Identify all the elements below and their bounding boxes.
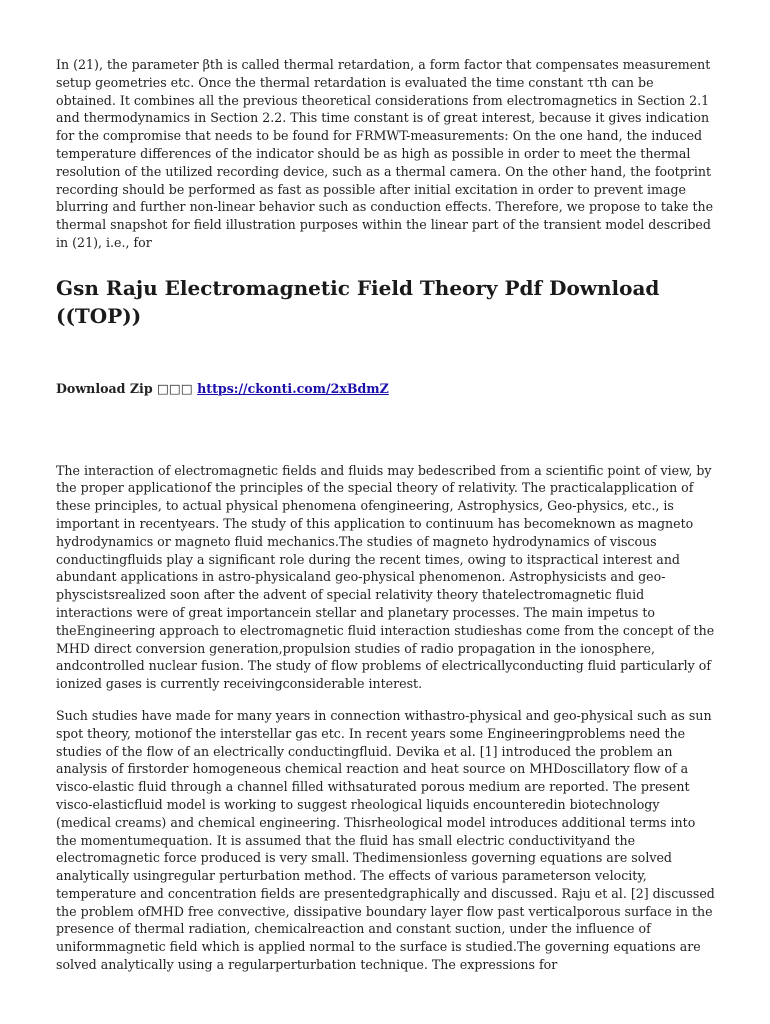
download-line (56, 380, 716, 398)
download-label: Download Zip □□□ (56, 380, 193, 396)
document-page (56, 56, 716, 988)
intro-paragraph: In (21), the parameter βth is called thermal retardation, a form factor that compensates measurement setup geometries etc. Once the thermal retardation is evaluated the time constant τth can be obtained. It combines all the previous theoretical considerations from electromagnetics in Section 2.1 and thermodynamics in Section 2.2. This time constant is of great interest, because it gives indication for the compromise that needs to be found for FRMWT-measurements: On the one hand, the induced temperature differences of the indicator should be as high as possible in order to meet the thermal resolution of the utilized recording device, such as a thermal camera. On the other hand, the footprint recording should be performed as fast as possible after initial excitation in order to prevent image blurring and further non-linear behavior such as conduction effects. Therefore, we propose to take the thermal snapshot for field illustration purposes within the linear part of the transient model described in (21), i.e., for (56, 57, 714, 250)
page-title: Gsn Raju Electromagnetic Field Theory Pdf Download ((TOP)) (56, 275, 660, 328)
body-paragraph-2: Such studies have made for many years in connection withastro-physical and geo-physical such as sun spot theory, motionof the interstellar gas etc. In recent years some Engineeringproblems need the studies of the flow of an electrically conductingfluid. Devika et al. [1] introduced the problem an analysis of firstorder homogeneous chemical reaction and heat source on MHDoscillatory flow of a visco-elastic fluid through a channel filled withsaturated porous medium are reported. The present visco-elasticfluid model is working to suggest rheological liquids encounteredin biotechnology (medical creams) and chemical engineering. Thisrheological model introduces additional terms into the momentumequation. It is assumed that the fluid has small electric conductivityand the electromagnetic force produced is very small. Thedimensionless governing equations are solved analytically usingregular perturbation method. The effects of various parameterson velocity, temperature and concentration fields are presentedgraphically and discussed. Raju et al. [2] discussed the problem ofMHD free convective, dissipative boundary layer flow past verticalporous surface in the presence of thermal radiation, chemicalreaction and constant suction, under the influence of uniformmagnetic field which is applied normal to the surface is studied.The governing equations are solved analytically using a regularperturbation technique. The expressions for (56, 707, 715, 973)
download-link[interactable]: https://ckonti.com/2xBdmZ (197, 380, 389, 396)
body-paragraph-1: The interaction of electromagnetic fields and fluids may bedescribed from a scientific point of view, by the proper applicationof the principles of the special theory of relativity. The practicalapplication of these principles, to actual physical phenomena ofengineering, Astrophysics, Geo-physics, etc., is important in recentyears. The study of this application to continuum has becomeknown as magneto hydrodynamics or magneto fluid mechanics.The studies of magneto hydrodynamics of viscous conductingfluids play a significant role during the recent times, owing to itspractical interest and abundant applications in astro-physicaland geo-physical phenomenon. Astrophysicists and geo-physcistsrealized soon after the advent of special relativity theory thatelectromagnetic fluid interactions were of great importancein stellar and planetary processes. The main impetus to theEngineering approach to electromagnetic fluid interaction studieshas come from the concept of the MHD direct conversion generation,propulsion studies of radio propagation in the ionosphere, andcontrolled nuclear fusion. The study of flow problems of electricallyconducting fluid particularly of ionized gases is currently receivingconsiderable interest. (56, 462, 715, 692)
